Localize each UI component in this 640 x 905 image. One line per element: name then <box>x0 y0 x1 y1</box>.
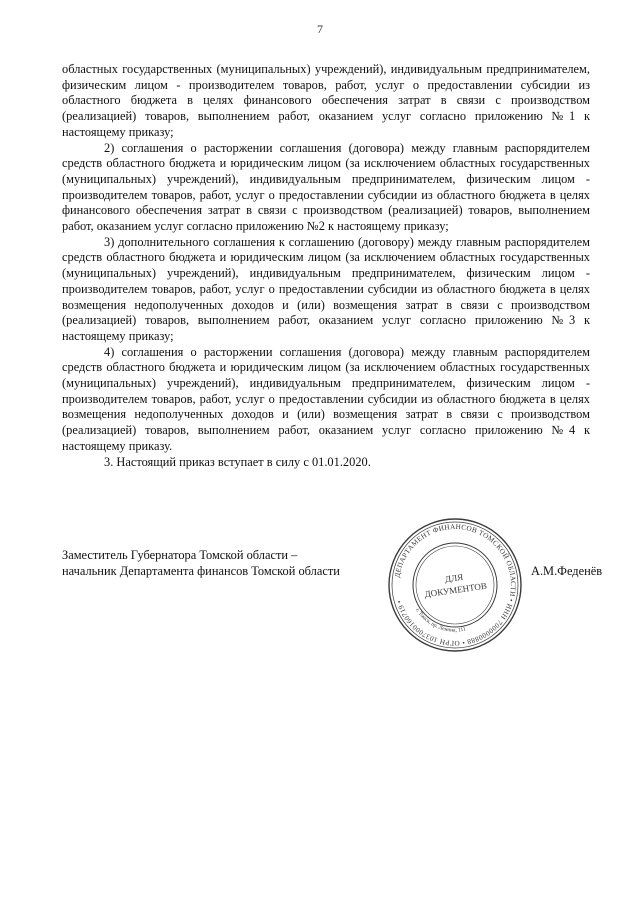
paragraph-5: 3. Настоящий приказ вступает в силу с 01.01.2020. <box>104 454 371 469</box>
paragraph-4: 4) соглашения о расторжении соглашения (договора) между главным распорядителем средств областного бюджета и юридическим лицом (за исключением областных государственных (муниципальных) учреждений), индивидуальным предпринимателем, физическим лицом - производителем товаров, работ, услуг о предоставлении субсидии из областного бюджета в целях возмещения недополученных доходов и (или) возмещения затрат в связи с производством (реализацией) товаров, выполнением работ, оказанием услуг согласно приложению №4 к настоящему приказу. <box>62 344 590 453</box>
paragraph-3: 3) дополнительного соглашения к соглашению (договору) между главным распорядителем средств областного бюджета и юридическим лицом (за исключением областных государственных (муниципальных) учреждений), индивидуальным предпринимателем, физическим лицом - производителем товаров, работ, услуг о предоставлении субсидии из областного бюджета в целях возмещения недополученных доходов и (или) возмещения затрат в связи с производством (реализацией) товаров, выполнением работ, оказанием услуг согласно приложению №3 к настоящему приказу; <box>62 234 590 343</box>
seal-center-line-2: ДОКУМЕНТОВ <box>423 580 488 600</box>
page-number: 7 <box>317 22 323 36</box>
signatory-name: А.М.Феденёв <box>531 564 603 578</box>
seal-outer-text: ДЕПАРТАМЕНТ ФИНАНСОВ ТОМСКОЙ ОБЛАСТИ • ИНН 7000000888 • ОГРН 1037000160719 • <box>393 522 518 648</box>
signatory-title-line-2: начальник Департамента финансов Томской области <box>62 563 340 578</box>
seal-bottom-text: г. Томск, пр. Ленина, 111 <box>414 607 467 634</box>
official-seal-stamp <box>385 515 525 655</box>
document-body <box>62 62 590 470</box>
signatory-title <box>62 548 340 579</box>
paragraph-2: 2) соглашения о расторжении соглашения (договора) между главным распорядителем средств областного бюджета и юридическим лицом (за исключением областных государственных (муниципальных) учреждений), индивидуальным предпринимателем, физическим лицом - производителем товаров, работ, услуг о предоставлении субсидии из областного бюджета в целях финансового обеспечения затрат в связи с производством (реализацией) товаров, выполнением работ, оказанием услуг согласно приложению №2 к настоящему приказу; <box>62 140 590 234</box>
seal-center-line-1: ДЛЯ <box>444 571 464 585</box>
paragraph-1: областных государственных (муниципальных) учреждений), индивидуальным предпринимателем, физическим лицом - производителем товаров, работ, услуг о предоставлении субсидии из областного бюджета в целях финансового обеспечения затрат в связи с производством (реализацией) товаров, выполнением работ, оказанием услуг согласно приложению №1 к настоящему приказу; <box>62 62 590 139</box>
signatory-title-line-1: Заместитель Губернатора Томской области – <box>62 548 298 562</box>
